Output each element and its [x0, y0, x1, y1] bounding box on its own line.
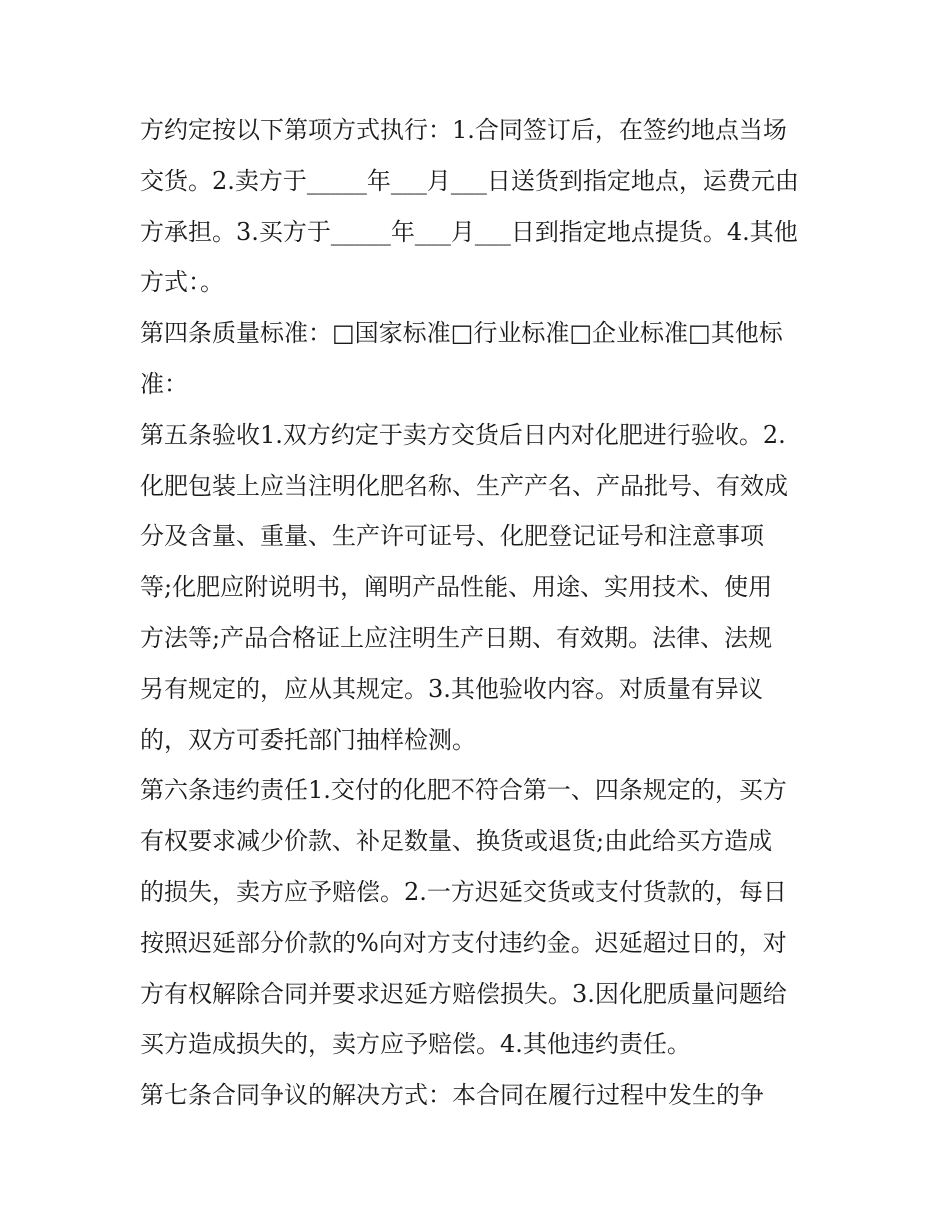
text-line: 按照迟延部分价款的%向对方支付违约金。迟延超过日的，对 [140, 928, 787, 957]
text-line: 第六条违约责任1.交付的化肥不符合第一、四条规定的，买方 [140, 776, 787, 805]
text-line: 交货。2.卖方于_____年___月___日送货到指定地点，运费元由 [140, 166, 799, 195]
text-line: 准： [140, 369, 188, 398]
text-line: 方约定按以下第项方式执行：1.合同签订后，在签约地点当场 [140, 116, 787, 144]
text-line: 化肥包装上应当注明化肥名称、生产产名、产品批号、有效成 [140, 471, 788, 500]
text-line: 第四条质量标准：□国家标准□行业标准□企业标准□其他标 [140, 319, 783, 348]
text-line: 等;化肥应附说明书，阐明产品性能、用途、实用技术、使用 [140, 573, 773, 602]
text-line: 买方造成损失的，卖方应予赔偿。4.其他违约责任。 [140, 1030, 691, 1059]
text-line: 方承担。3.买方于_____年___月___日到指定地点提货。4.其他 [140, 217, 798, 246]
text-line: 分及含量、重量、生产许可证号、化肥登记证号和注意事项 [140, 522, 764, 551]
text-line: 方式：。 [140, 268, 224, 297]
text-line: 的，双方可委托部门抽样检测。 [140, 725, 476, 754]
text-line: 第五条验收1.双方约定于卖方交货后日内对化肥进行验收。2. [140, 420, 786, 449]
text-line: 第七条合同争议的解决方式：本合同在履行过程中发生的争 [140, 1081, 764, 1110]
text-line: 有权要求减少价款、补足数量、换货或退货;由此给买方造成 [140, 827, 773, 856]
text-line: 的损失，卖方应予赔偿。2.一方迟延交货或支付货款的，每日 [140, 877, 787, 906]
text-line: 方有权解除合同并要求迟延方赔偿损失。3.因化肥质量问题给 [140, 979, 787, 1008]
contract-text [140, 105, 820, 1121]
text-line: 另有规定的，应从其规定。3.其他验收内容。对质量有异议 [140, 674, 763, 703]
text-line: 方法等;产品合格证上应注明生产日期、有效期。法律、法规 [140, 623, 773, 652]
